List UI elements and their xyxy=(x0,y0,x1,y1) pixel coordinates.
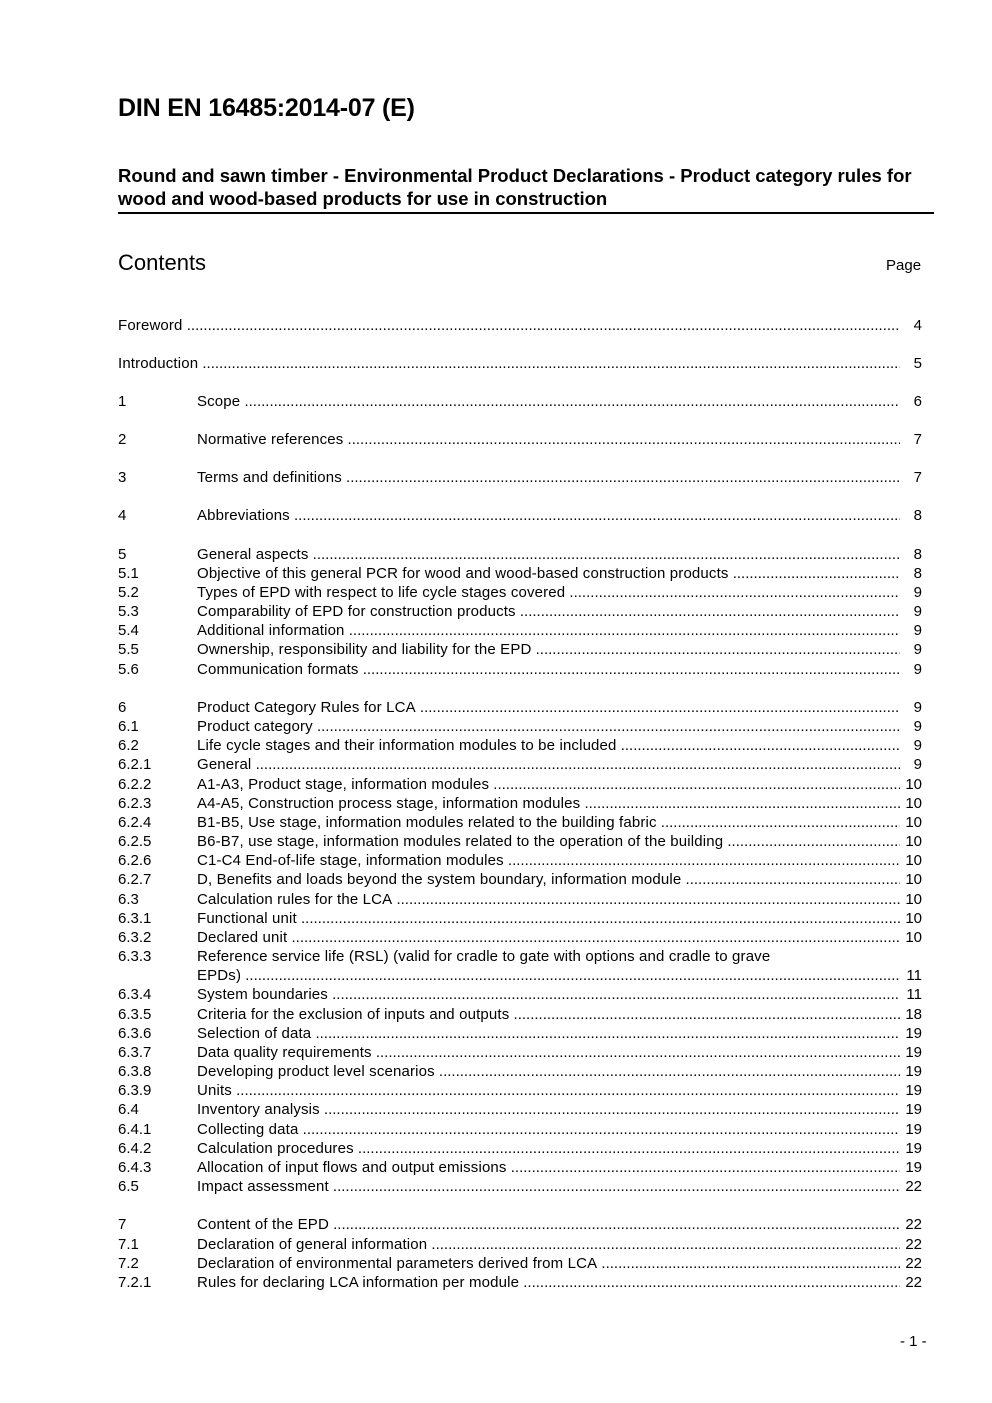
toc-entry-number: 5 xyxy=(118,546,127,563)
toc-entry-page: 10 xyxy=(905,871,922,888)
toc-entry-title: Units ..... xyxy=(197,1081,900,1100)
toc-entry-number: 6.3.1 xyxy=(118,910,152,927)
toc-entry-page: 11 xyxy=(906,967,922,984)
toc-entry-number: 7.2.1 xyxy=(118,1274,152,1291)
toc-entry[interactable] xyxy=(118,794,922,813)
toc-entry-number: 4 xyxy=(118,507,127,524)
contents-heading: Contents xyxy=(118,250,207,275)
toc-entry-title: EPDs) ..... xyxy=(197,966,900,985)
toc-entry-title: Introduction ..... xyxy=(118,354,900,373)
toc-entry-page: 10 xyxy=(905,776,922,793)
toc-entry[interactable] xyxy=(118,1100,922,1119)
toc-entry-title: Life cycle stages and their information modules to be included ..... xyxy=(197,736,900,755)
toc-entry-title: A4-A5, Construction process stage, information modules ..... xyxy=(197,794,900,813)
toc-entry-title: General ..... xyxy=(197,755,900,774)
toc-entry[interactable] xyxy=(118,1273,922,1292)
toc-entry-page: 22 xyxy=(905,1274,922,1291)
toc-entry[interactable] xyxy=(118,832,922,851)
toc-entry-title: Criteria for the exclusion of inputs and outputs ..... xyxy=(197,1005,900,1024)
toc-entry[interactable] xyxy=(118,1062,922,1081)
toc-entry-page: 8 xyxy=(913,546,922,563)
toc-entry-page: 9 xyxy=(913,737,922,754)
toc-entry[interactable] xyxy=(118,602,922,621)
toc-entry-title: Ownership, responsibility and liability for the EPD ..... xyxy=(197,640,900,659)
toc-entry-title: Selection of data ..... xyxy=(197,1024,900,1043)
toc-entry-page: 9 xyxy=(913,661,922,678)
toc-entry-title: Foreword ..... xyxy=(118,316,900,335)
toc-entry-number: 5.6 xyxy=(118,661,139,678)
document-id: DIN EN 16485:2014-07 (E) xyxy=(118,94,415,122)
toc-entry-page: 8 xyxy=(913,507,922,524)
toc-entry[interactable] xyxy=(118,870,922,889)
toc-entry-page: 9 xyxy=(913,603,922,620)
toc-entry-number: 6.4 xyxy=(118,1101,139,1118)
toc-entry-title: C1-C4 End-of-life stage, information modules ..... xyxy=(197,851,900,870)
toc-entry[interactable] xyxy=(118,755,922,774)
toc-entry-page: 7 xyxy=(913,469,922,486)
toc-entry-page: 22 xyxy=(905,1236,922,1253)
toc-entry-number: 6.3.3 xyxy=(118,948,152,965)
toc-entry-page: 9 xyxy=(913,718,922,735)
toc-entry[interactable] xyxy=(118,851,922,870)
toc-entry-title: Inventory analysis ..... xyxy=(197,1100,900,1119)
toc-entry-title: B6-B7, use stage, information modules related to the operation of the building ..... xyxy=(197,832,900,851)
toc-entry-number: 7 xyxy=(118,1216,127,1233)
toc-entry-number: 6.3 xyxy=(118,891,139,908)
toc-entry-number: 6.2.3 xyxy=(118,795,152,812)
toc-entry-number: 6.5 xyxy=(118,1178,139,1195)
toc-entry[interactable] xyxy=(118,354,922,373)
toc-entry-number: 6.2.4 xyxy=(118,814,152,831)
toc-entry-number: 7.1 xyxy=(118,1236,139,1253)
toc-entry-page: 10 xyxy=(905,833,922,850)
toc-entry[interactable] xyxy=(118,736,922,755)
toc-entry-title: Product category ..... xyxy=(197,717,900,736)
toc-entry-number: 6.2 xyxy=(118,737,139,754)
toc-entry[interactable] xyxy=(118,1024,922,1043)
toc-entry-number: 6.3.5 xyxy=(118,1006,152,1023)
toc-entry-title: Allocation of input flows and output emissions ..... xyxy=(197,1158,900,1177)
toc-entry-number: 6.3.4 xyxy=(118,986,152,1003)
toc-entry-number: 2 xyxy=(118,431,127,448)
toc-entry[interactable] xyxy=(118,1120,922,1139)
toc-entry-title: D, Benefits and loads beyond the system boundary, information module ..... xyxy=(197,870,900,889)
toc-entry-title: Reference service life (RSL) (valid for cradle to gate with options and cradle to grave xyxy=(197,948,771,965)
toc-entry[interactable] xyxy=(118,698,922,717)
toc-entry[interactable] xyxy=(118,928,922,947)
toc-entry-page: 19 xyxy=(905,1063,922,1080)
toc-entry-title: Declaration of environmental parameters derived from LCA ..... xyxy=(197,1254,900,1273)
toc-entry-page: 4 xyxy=(913,317,922,334)
toc-entry-title: Calculation rules for the LCA ..... xyxy=(197,890,900,909)
toc-entry-title: B1-B5, Use stage, information modules related to the building fabric ..... xyxy=(197,813,900,832)
toc-entry-number: 5.3 xyxy=(118,603,139,620)
toc-entry-title: Types of EPD with respect to life cycle stages covered ..... xyxy=(197,583,900,602)
toc-entry-page: 10 xyxy=(905,795,922,812)
toc-entry[interactable] xyxy=(118,909,922,928)
toc-entry-title: Objective of this general PCR for wood and wood-based construction products ..... xyxy=(197,564,900,583)
toc-entry-page: 9 xyxy=(913,699,922,716)
toc-entry-title: System boundaries ..... xyxy=(197,985,900,1004)
toc-entry-page: 22 xyxy=(905,1255,922,1272)
toc-entry-page: 19 xyxy=(905,1082,922,1099)
toc-entry[interactable] xyxy=(118,1081,922,1100)
toc-entry-number: 7.2 xyxy=(118,1255,139,1272)
toc-entry-page: 8 xyxy=(913,565,922,582)
toc-entry[interactable] xyxy=(118,966,922,985)
toc-entry-title: Content of the EPD ..... xyxy=(197,1215,900,1234)
toc-entry-page: 10 xyxy=(905,852,922,869)
toc-entry-number: 6.4.2 xyxy=(118,1140,152,1157)
toc-entry[interactable] xyxy=(118,430,922,449)
document-title: Round and sawn timber - Environmental Product Declarations - Product category rules for wood and wood-based products for use in construction xyxy=(118,164,934,214)
toc-entry[interactable] xyxy=(118,985,922,1004)
toc-entry[interactable] xyxy=(118,316,922,335)
toc-entry-page: 5 xyxy=(913,355,922,372)
toc-entry-number: 6 xyxy=(118,699,127,716)
toc-entry-page: 6 xyxy=(913,393,922,410)
toc-entry[interactable] xyxy=(118,1254,922,1273)
toc-entry-title: Developing product level scenarios ..... xyxy=(197,1062,900,1081)
toc-entry-title: General aspects ..... xyxy=(197,545,900,564)
toc-entry[interactable] xyxy=(118,890,922,909)
toc-entry-title: Communication formats ..... xyxy=(197,660,900,679)
toc-entry[interactable] xyxy=(118,621,922,640)
toc-entry-title: Functional unit ..... xyxy=(197,909,900,928)
toc-entry-number: 6.3.8 xyxy=(118,1063,152,1080)
toc-entry[interactable] xyxy=(118,640,922,659)
toc-entry-number: 6.2.6 xyxy=(118,852,152,869)
toc-entry-number: 6.2.7 xyxy=(118,871,152,888)
toc-entry[interactable] xyxy=(118,1177,922,1196)
toc-entry-number: 1 xyxy=(118,393,127,410)
toc-entry-page: 19 xyxy=(905,1044,922,1061)
page-number: - 1 - xyxy=(900,1333,927,1350)
toc-entry-number: 6.3.7 xyxy=(118,1044,152,1061)
toc-entry-number: 6.4.3 xyxy=(118,1159,152,1176)
toc-entry[interactable] xyxy=(118,1005,922,1024)
toc-entry[interactable] xyxy=(118,947,922,966)
toc-entry-title: Comparability of EPD for construction products ..... xyxy=(197,602,900,621)
toc-entry[interactable] xyxy=(118,468,922,487)
toc-entry-title: Declaration of general information ..... xyxy=(197,1235,900,1254)
toc-entry-title: Rules for declaring LCA information per module ..... xyxy=(197,1273,900,1292)
toc-entry-page: 10 xyxy=(905,814,922,831)
toc-entry-page: 10 xyxy=(905,910,922,927)
toc-entry[interactable] xyxy=(118,660,922,679)
toc-entry-title: Data quality requirements ..... xyxy=(197,1043,900,1062)
toc-entry-page: 9 xyxy=(913,584,922,601)
toc-entry[interactable] xyxy=(118,775,922,794)
toc-entry-number: 6.4.1 xyxy=(118,1121,152,1138)
toc-entry-title: Scope ..... xyxy=(197,392,900,411)
toc-entry-page: 22 xyxy=(905,1216,922,1233)
toc-entry[interactable] xyxy=(118,1043,922,1062)
toc-entry-number: 5.1 xyxy=(118,565,139,582)
toc-entry[interactable] xyxy=(118,564,922,583)
toc-entry-title: Impact assessment ..... xyxy=(197,1177,900,1196)
page-column-heading: Page xyxy=(886,257,922,274)
toc-entry-page: 9 xyxy=(913,641,922,658)
toc-entry[interactable] xyxy=(118,813,922,832)
toc-entry[interactable] xyxy=(118,392,922,411)
toc-entry-number: 6.2.5 xyxy=(118,833,152,850)
toc-entry-title: Additional information ..... xyxy=(197,621,900,640)
toc-entry-page: 11 xyxy=(906,986,922,1003)
toc-entry-title: Calculation procedures ..... xyxy=(197,1139,900,1158)
toc-entry-title: Product Category Rules for LCA ..... xyxy=(197,698,900,717)
toc-entry-number: 6.2.1 xyxy=(118,756,152,773)
toc-entry-page: 19 xyxy=(905,1025,922,1042)
toc-entry[interactable] xyxy=(118,1158,922,1177)
toc-entry-title: Abbreviations ..... xyxy=(197,506,900,525)
toc-entry-number: 6.3.9 xyxy=(118,1082,152,1099)
toc-entry-page: 22 xyxy=(905,1178,922,1195)
toc-entry-title: Declared unit ..... xyxy=(197,928,900,947)
toc-entry-page: 10 xyxy=(905,929,922,946)
toc-entry-title: Normative references ..... xyxy=(197,430,900,449)
toc-entry[interactable] xyxy=(118,506,922,525)
toc-entry-page: 9 xyxy=(913,756,922,773)
toc-entry[interactable] xyxy=(118,1139,922,1158)
toc-entry-page: 19 xyxy=(905,1101,922,1118)
toc-entry-number: 6.1 xyxy=(118,718,139,735)
toc-entry-number: 6.2.2 xyxy=(118,776,152,793)
toc-entry[interactable] xyxy=(118,1235,922,1254)
toc-entry-page: 19 xyxy=(905,1140,922,1157)
toc-entry[interactable] xyxy=(118,583,922,602)
toc-entry-page: 19 xyxy=(905,1121,922,1138)
toc-entry-page: 10 xyxy=(905,891,922,908)
toc-entry[interactable] xyxy=(118,1215,922,1234)
toc-entry-number: 5.2 xyxy=(118,584,139,601)
toc-entry-page: 18 xyxy=(905,1006,922,1023)
toc-entry-number: 6.3.2 xyxy=(118,929,152,946)
toc-entry-page: 9 xyxy=(913,622,922,639)
toc-entry[interactable] xyxy=(118,717,922,736)
toc-entry-page: 19 xyxy=(905,1159,922,1176)
toc-entry-number: 5.4 xyxy=(118,622,139,639)
toc-entry-title: Collecting data ..... xyxy=(197,1120,900,1139)
toc-entry-number: 5.5 xyxy=(118,641,139,658)
toc-entry[interactable] xyxy=(118,545,922,564)
toc-entry-number: 6.3.6 xyxy=(118,1025,152,1042)
toc-entry-title: A1-A3, Product stage, information modules ..... xyxy=(197,775,900,794)
toc-entry-number: 3 xyxy=(118,469,127,486)
toc-entry-title: Terms and definitions ..... xyxy=(197,468,900,487)
toc-entry-page: 7 xyxy=(913,431,922,448)
